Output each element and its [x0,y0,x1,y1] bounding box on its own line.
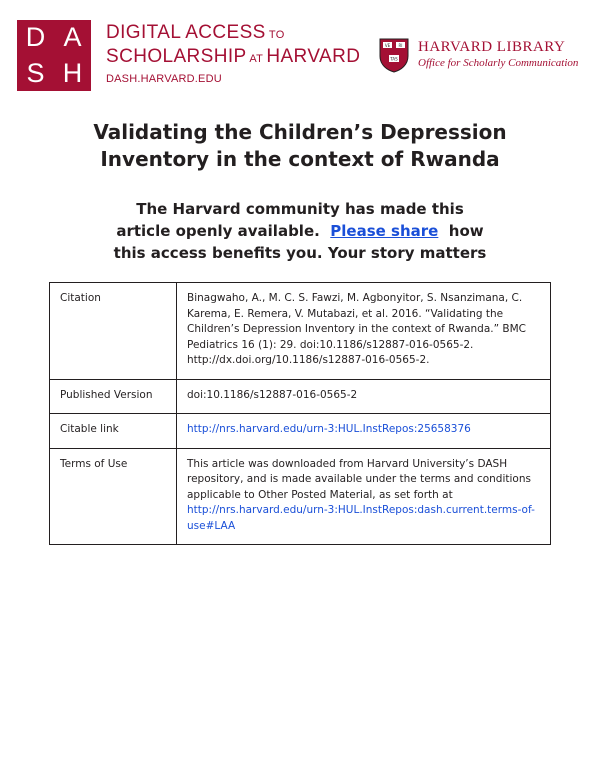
metadata-table [49,282,551,545]
terms-of-use-label: Terms of Use [50,448,177,545]
citable-link[interactable]: http://nrs.harvard.edu/urn-3:HUL.InstRepos:25658376 [187,423,471,435]
dash-wordmark-line1: DIGITAL ACCESS TO [106,22,285,43]
citation-label: Citation [50,283,177,380]
dash-logo-letter: H [62,57,83,88]
published-version-label: Published Version [50,379,177,414]
share-message-line: article openly available. Please share how [116,222,484,240]
citable-link-label: Citable link [50,414,177,449]
dash-wordmark-line2: SCHOLARSHIP AT HARVARD [106,46,361,67]
dash-logo-letter: S [26,57,45,88]
document-title [0,119,600,173]
table-row [50,283,551,380]
document-title-line: Inventory in the context of Rwanda [100,147,500,171]
harvard-library-subtitle: Office for Scholarly Communication [418,57,579,69]
harvard-library-wordmark [418,39,578,70]
share-message-line: The Harvard community has made this [136,200,464,218]
document-title-line: Validating the Children’s Depression [93,120,507,144]
dash-logo [17,20,91,91]
dash-wordmark [106,22,360,85]
share-message-line: this access benefits you. Your story matters [113,244,487,262]
shield-text: RI [398,43,403,48]
shield-text: TAS [390,56,398,62]
terms-of-use-link[interactable]: http://nrs.harvard.edu/urn-3:HUL.InstRepos:dash.current.terms-of-use#LAA [187,504,535,532]
citable-link-cell [177,414,551,449]
harvard-library-title: HARVARD LIBRARY [418,39,566,55]
table-row [50,414,551,449]
dash-url: DASH.HARVARD.EDU [106,73,222,85]
harvard-shield-icon [379,38,409,73]
shield-text: VE [384,43,391,48]
please-share-link[interactable]: Please share [330,222,439,240]
dash-logo-letter: A [63,22,82,52]
terms-of-use-text: This article was downloaded from Harvard University’s DASH repository, and is made available under the terms and conditions applicable to Other Posted Material, as set forth at http://nrs.harvard.edu/urn-3:HUL.InstRepos:dash.current.terms-of-use#LAA [177,448,551,545]
share-message [0,198,600,264]
published-version-text: doi:10.1186/s12887-016-0565-2 [177,379,551,414]
dash-logo-letter: D [25,22,46,52]
citation-text: Binagwaho, A., M. C. S. Fawzi, M. Agbonyitor, S. Nsanzimana, C. Karema, E. Remera, V. Mutabazi, et al. 2016. “Validating the Children’s Depression Inventory in the context of Rwanda.” BMC Pediatrics 16 (1): 29. doi:10.1186/s12887-016-0565-2. http://dx.doi.org/10.1186/s12887-016-0565-2. [177,283,551,380]
table-row [50,448,551,545]
table-row [50,379,551,414]
